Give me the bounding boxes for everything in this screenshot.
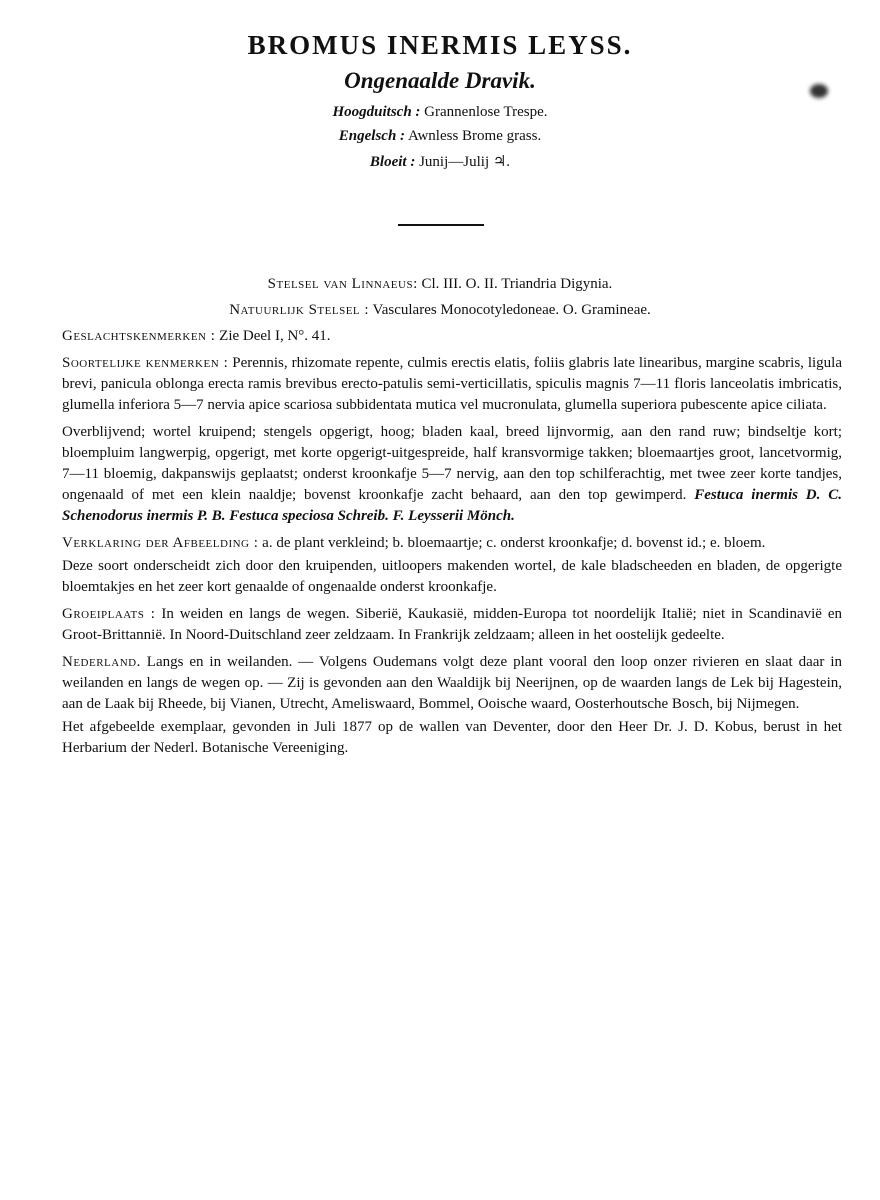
description-paragraph <box>62 422 842 527</box>
main-text <box>62 326 842 765</box>
figure-explanation-value: a. de plant verkleind; b. bloemaartje; c. onderst kroonkafje; d. bovenst id.; e. bloem. <box>262 535 766 551</box>
figure-explanation <box>62 533 842 554</box>
synonyms-text: Festuca inermis D. C. Schenodorus inermis P. B. Festuca speciosa Schreib. F. Leysserii Mönch. <box>62 487 842 524</box>
netherlands-paragraph <box>62 652 842 715</box>
natural-system-label: Natuurlijk Stelsel : <box>229 302 370 318</box>
divider-rule <box>398 224 484 226</box>
german-name-line <box>0 104 880 121</box>
natural-system-value: Vasculares Monocotyledoneae. O. Gramineae. <box>372 302 651 318</box>
page-subtitle: Ongenaalde Dravik. <box>344 68 536 93</box>
page-title: BROMUS INERMIS LEYSS. <box>247 30 633 60</box>
specimen-paragraph <box>62 717 842 759</box>
genus-label: Geslachtskenmerken : <box>62 328 216 344</box>
habitat-value: In weiden en langs de wegen. Siberië, Kaukasië, midden-Europa tot noordelijk Italië; niet in Scandinavië en Groot-Brittannië. In Noord-Duitschland zeer zeldzaam. In Frankrijk zeldzaam; alleen in het oostelijk gedeelte. <box>62 606 843 643</box>
linnaeus-value: Cl. III. O. II. Triandria Digynia. <box>421 276 613 292</box>
flowering-value: Junij—Julij ♃. <box>419 154 511 170</box>
distinction-paragraph <box>62 556 842 598</box>
linnaeus-system-line <box>0 276 880 293</box>
figure-explanation-label: Verklaring der Afbeelding : <box>62 535 259 551</box>
species-value: Perennis, rhizomate repente, culmis erectis elatis, foliis glabris late linearibus, margine scabris, ligula brevi, panicula oblonga erecta ramis brevibus erecto-patulis semi-verticillatis, spiculis magnis 7—11 floris lanceolatis imbricatis, glumella inferiora 5—7 nervia apice scariosa subbidentata mutica vel mucronulata, glumella superiora pubescente apice ciliata. <box>62 355 843 413</box>
english-name-value: Awnless Brome grass. <box>408 128 542 144</box>
german-name-label: Hoogduitsch : <box>332 104 421 120</box>
species-characteristics <box>62 353 842 416</box>
species-label: Soortelijke kenmerken : <box>62 355 229 371</box>
netherlands-label: Nederland. <box>62 654 141 670</box>
linnaeus-label: Stelsel van Linnaeus: <box>267 276 418 292</box>
natural-system-line <box>0 302 880 319</box>
flowering-line <box>0 152 880 171</box>
description-text: Overblijvend; wortel kruipend; stengels opgerigt, hoog; bladen kaal, breed lijnvormig, aan den rand ruw; bindseltje kort; bloempluim langwerpig, opgerigt, met korte opgerigt-uitgespreide, half kransvormige takken; bloemaartjes groot, lancetvormig, 7—11 bloemig, dakpanswijs geplaatst; onderst kroonkafje 5—7 nervig, aan den top schilferachtig, met twee zeer korte tandjes, ongenaald of met een klein naaldje; bovenst kroonkafje zacht behaard, aan den top gewimperd. <box>62 424 842 503</box>
flowering-label: Bloeit : <box>369 154 416 170</box>
german-name-value: Grannenlose Trespe. <box>424 104 548 120</box>
genus-value: Zie Deel I, N°. 41. <box>219 328 331 344</box>
netherlands-value: Langs en in weilanden. — Volgens Oudemans volgt deze plant vooral den loop onzer rivieren en slaat daar in weilanden en langs de wegen op. — Zij is gevonden aan den Waaldijk bij Neerijnen, op de waarden langs de Lek bij Hagestein, aan de Laak bij Rheede, bij Vianen, Utrecht, Ameliswaard, Bommel, Ooische waard, Oosterhoutsche Bosch, bij Nijmegen. <box>62 654 843 712</box>
english-name-line <box>0 128 880 145</box>
distinction-text: Deze soort onderscheidt zich door den kruipenden, uitloopers makenden wortel, de kale bladscheeden en bladen, de opgerigte bloemtakjes en het zeer kort genaalde of ongenaalde onderst kroonkafje. <box>62 558 842 595</box>
ink-smudge <box>810 84 828 98</box>
english-name-label: Engelsch : <box>338 128 406 144</box>
genus-characteristics <box>62 326 842 347</box>
habitat-paragraph <box>62 604 842 646</box>
specimen-text: Het afgebeelde exemplaar, gevonden in Juli 1877 op de wallen van Deventer, door den Heer Dr. J. D. Kobus, berust in het Herbarium der Nederl. Botanische Vereeniging. <box>62 719 842 756</box>
habitat-label: Groeiplaats : <box>62 606 156 622</box>
